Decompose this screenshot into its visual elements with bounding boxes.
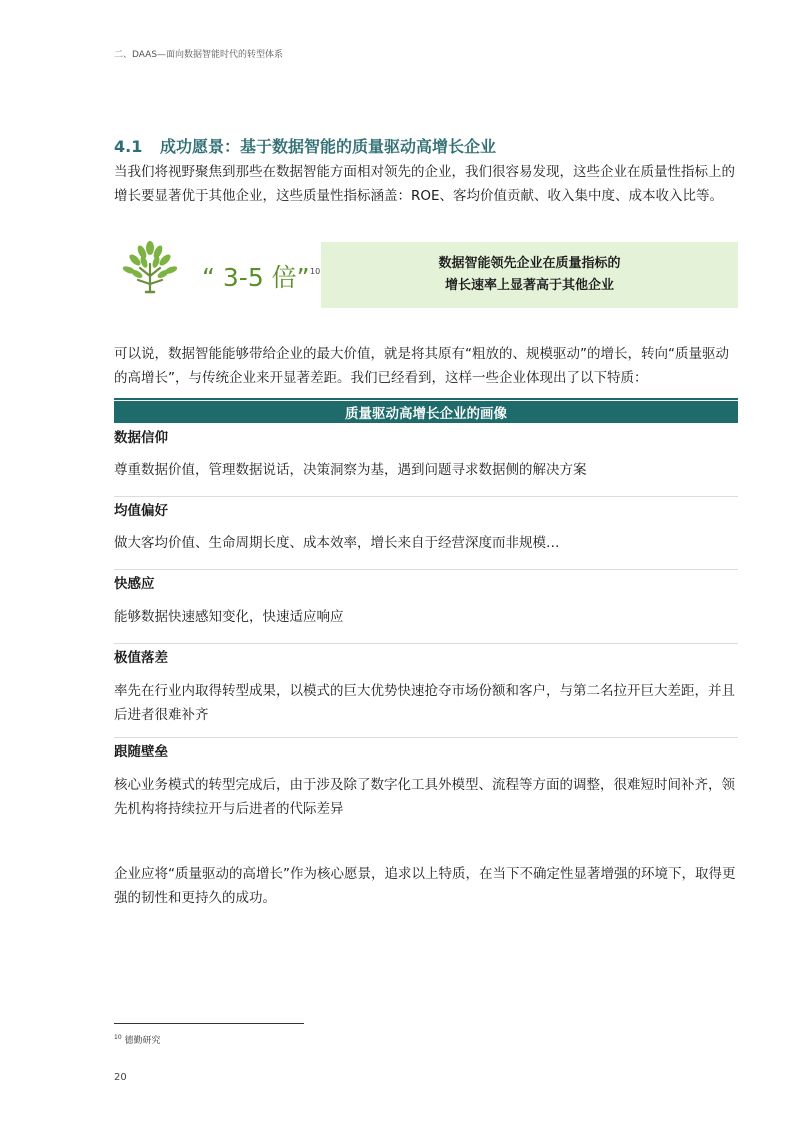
- footnote-text: 德勤研究: [124, 1036, 161, 1046]
- callout-box: [321, 242, 738, 308]
- section-number: 4.1: [114, 137, 143, 156]
- body-paragraph-3: 企业应将“质量驱动的高增长”作为核心愿景，追求以上特质，在当下不确定性显著增强的环境下，取得更强的韧性和更持久的成功。: [114, 866, 736, 906]
- row-divider: [114, 569, 738, 570]
- trait-title-extreme-gap: 极值落差: [114, 650, 168, 666]
- tree-icon: [120, 240, 180, 296]
- footnote-separator: [114, 1023, 304, 1024]
- section-heading: [114, 134, 496, 157]
- trait-title-follow-barrier: 跟随壁垒: [114, 744, 168, 760]
- intro-paragraph: 当我们将视野聚焦到那些在数据智能方面相对领先的企业，我们很容易发现，这些企业在质量性指标上的增长要显著优于其他企业，这些质量性指标涵盖：ROE、客均价值贡献、收入集中度、成本收入比等。: [114, 164, 735, 204]
- trait-desc-data-belief: 尊重数据价值，管理数据说话，决策洞察为基，遇到问题寻求数据侧的解决方案: [114, 462, 587, 478]
- page-number: 20: [114, 1072, 127, 1083]
- trait-desc-extreme-gap: 率先在行业内取得转型成果，以模式的巨大优势快速抢夺市场份额和客户，与第二名拉开巨大差距，并且后进者很难补齐: [114, 683, 735, 723]
- row-divider: [114, 643, 738, 644]
- table-top-rule: [114, 398, 738, 400]
- running-header: 二、DAAS—面向数据智能时代的转型体系: [114, 50, 284, 60]
- section-title: 成功愿景：基于数据智能的质量驱动高增长企业: [160, 137, 497, 156]
- trait-title-mean-preference: 均值偏好: [114, 503, 168, 519]
- row-divider: [114, 496, 738, 497]
- table-header: 质量驱动高增长企业的画像: [114, 401, 738, 423]
- trait-title-fast-sensing: 快感应: [114, 576, 155, 592]
- multiplier-quote: “ 3-5 倍”: [202, 263, 310, 292]
- highlight-block: [114, 240, 738, 310]
- trait-title-data-belief: 数据信仰: [114, 430, 168, 446]
- trait-desc-mean-preference: 做大客均价值、生命周期长度、成本效率，增长来自于经营深度而非规模…: [114, 535, 560, 551]
- callout-line-2: 增长速率上显著高于其他企业: [444, 278, 614, 293]
- callout-line-1: 数据智能领先企业在质量指标的: [438, 256, 621, 271]
- footnote: [114, 1033, 161, 1046]
- footnote-number: 10: [114, 1034, 122, 1041]
- footnote-reference: 10: [310, 267, 321, 276]
- body-paragraph-2: 可以说，数据智能能够带给企业的最大价值，就是将其原有“粗放的、规模驱动”的增长，转向“质量驱动的高增长”，与传统企业来开显著差距。我们已经看到，这样一些企业体现出了以下特质：: [114, 346, 729, 386]
- trait-desc-fast-sensing: 能够数据快速感知变化，快速适应响应: [114, 609, 344, 625]
- row-divider: [114, 737, 738, 738]
- trait-desc-follow-barrier: 核心业务模式的转型完成后，由于涉及除了数字化工具外模型、流程等方面的调整，很难短时间补齐，领先机构将持续拉开与后进者的代际差异: [114, 777, 735, 817]
